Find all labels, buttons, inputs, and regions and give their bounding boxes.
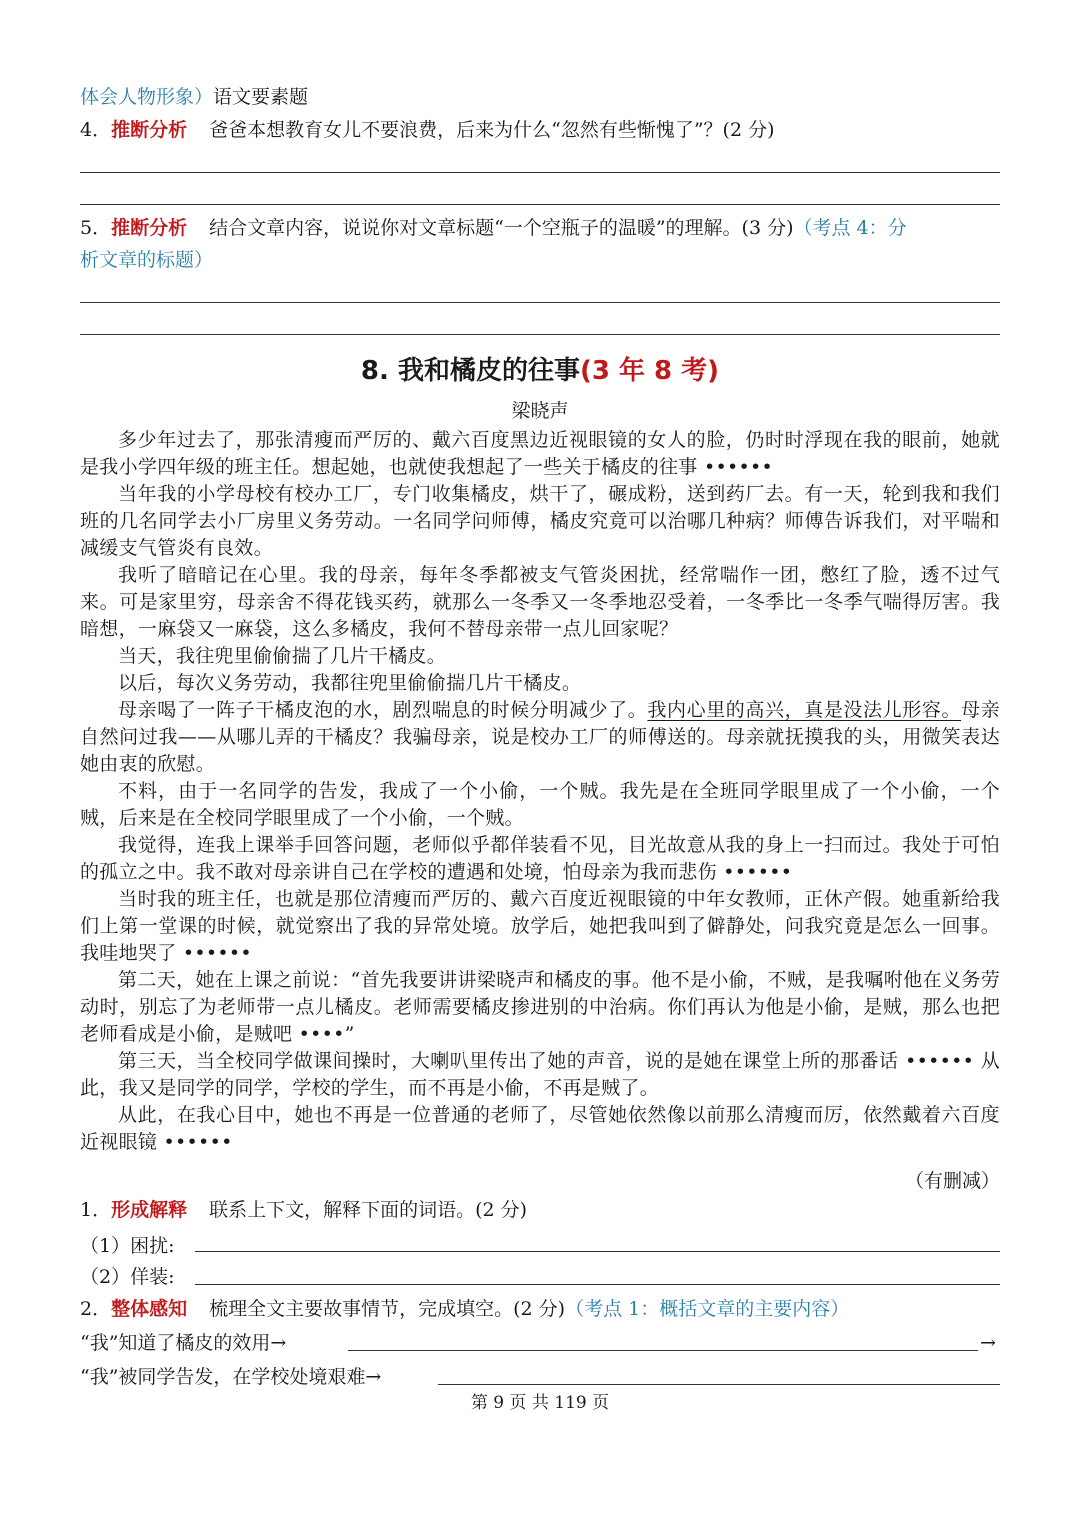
paragraph-11: 第三天，当全校同学做课间操时，大喇叭里传出了她的声音，说的是她在课堂上所的那番话 •••••• 从此，我又是同学的同学，学校的学生，而不再是小偷，不再是贼了。 [80,1050,1000,1099]
q5-point-b: 析文章的标题） [80,249,214,271]
q1-item-2-answer-line[interactable] [195,1284,1000,1285]
question-5 [80,215,907,241]
q1-item-2-label: （2）佯装: [80,1266,175,1288]
q4-answer-line-1[interactable] [80,172,1000,173]
q2-line-1-label: “我”知道了橘皮的效用→ [80,1332,287,1354]
q5-number: 5． [80,217,112,239]
paragraph-10: 第二天，她在上课之前说：“首先我要讲讲梁晓声和橘皮的事。他不是小偷，不贼，是我嘱咐他在义务劳动时，别忘了为老师带一点儿橘皮。老师需要橘皮掺进别的中治病。你们再认为他是小偷，是贼，那么也把老师看成是小偷，是贼吧 ••••” [80,969,1000,1045]
article-title-tag: (3 年 8 考) [579,356,720,386]
q1-tag: 形成解释 [111,1199,188,1221]
q2-line-2-answer-line[interactable] [438,1384,1000,1385]
p6-before: 母亲喝了一阵子干橘皮泡的水，剧烈喘息的时候分明减少了。 [118,699,648,721]
q4-number: 4． [80,119,112,141]
q1-item-1-label: （1）困扰: [80,1235,175,1257]
q2-point: （考点 1：概括文章的主要内容） [565,1298,850,1320]
prev-topic-line [80,84,308,110]
paragraph-7: 不料，由于一名同学的告发，我成了一个小偷，一个贼。我先是在全班同学眼里成了一个小偷，一个贼，后来是在全校同学眼里成了一个小偷，一个贼。 [80,780,1000,829]
paragraph-1: 多少年过去了，那张清瘦而严厉的、戴六百度黑边近视眼镜的女人的脸，仍时时浮现在我的眼前，她就是我小学四年级的班主任。想起她，也就使我想起了一些关于橘皮的往事 •••••• [80,429,1000,478]
paragraph-4: 当天，我往兜里偷偷揣了几片干橘皮。 [118,645,447,667]
q5-tag: 推断分析 [111,217,188,239]
q5-point-a: （考点 4：分 [793,217,907,239]
article-title-text: 8. 我和橘皮的往事 [360,356,580,386]
q4-text: 爸爸本想教育女儿不要浪费，后来为什么“忽然有些惭愧了”？(2 分) [209,119,775,141]
paragraph-5: 以后，每次义务劳动，我都往兜里偷偷揣几片干橘皮。 [118,672,582,694]
page-footer: 第 9 页 共 119 页 [470,1393,610,1413]
paragraph-6 [80,697,1000,778]
q1-text: 联系上下文，解释下面的词语。(2 分) [209,1199,528,1221]
paragraph-12: 从此，在我心目中，她也不再是一位普通的老师了，尽管她依然像以前那么清瘦而厉，依然戴着六百度近视眼镜 •••••• [80,1104,1000,1153]
paragraph-2: 当年我的小学母校有校办工厂，专门收集橘皮，烘干了，碾成粉，送到药厂去。有一天，轮到我和我们班的几名同学去小厂房里义务劳动。一名同学问师傅，橘皮究竟可以治哪几种病？师傅告诉我们，对平喘和减缓支气管炎有良效。 [80,483,1000,559]
paragraph-3: 我听了暗暗记在心里。我的母亲，每年冬季都被支气管炎困扰，经常喘作一团，憋红了脸，透不过气来。可是家里穷，母亲舍不得花钱买药，就那么一冬季又一冬季地忍受着，一冬季比一冬季气喘得厉害。我暗想，一麻袋又一麻袋，这么多橘皮，我何不替母亲带一点儿回家呢？ [80,564,1000,640]
p6-underlined-sentence: 我内心里的高兴，真是没法儿形容。 [647,699,962,721]
q4-answer-line-2[interactable] [80,204,1000,205]
prev-topic-suffix: 语文要素题 [213,86,309,108]
q4-tag: 推断分析 [111,119,188,141]
q1-item-1-answer-line[interactable] [195,1251,1000,1252]
q5-answer-line-2[interactable] [80,334,1000,335]
p6-after: 母亲自然问过我——从哪儿弄的干橘皮？我骗母亲，说是校办工厂的师傅送的。母亲就抚摸我的头，用微笑表达她由衷的欣慰。 [80,699,1000,775]
q2-tag: 整体感知 [111,1298,188,1320]
paragraph-8: 我觉得，连我上课举手回答问题，老师似乎都佯装看不见，目光故意从我的身上一扫而过。我处于可怕的孤立之中。我不敢对母亲讲自己在学校的遭遇和处境，怕母亲为我而悲伤 •••••• [80,834,1000,883]
q2-number: 2． [80,1298,112,1320]
article-body [80,427,1000,1156]
question-2 [80,1296,849,1322]
q5-answer-line-1[interactable] [80,302,1000,303]
question-1 [80,1197,527,1223]
q2-line-2-label: “我”被同学告发，在学校处境艰难→ [80,1366,382,1388]
article-author: 梁晓声 [511,400,569,422]
q2-text: 梳理全文主要故事情节，完成填空。(2 分) [209,1298,566,1320]
question-4 [80,117,775,143]
prev-topic-tail: 体会人物形象） [80,86,214,108]
q1-number: 1． [80,1199,112,1221]
article-title [80,354,1000,388]
q5-text: 结合文章内容，说说你对文章标题“一个空瓶子的温暖”的理解。(3 分) [209,217,794,239]
abridged-note: （有删减） [904,1170,1000,1192]
q2-line-1-answer-line[interactable] [348,1350,978,1351]
paragraph-9: 当时我的班主任，也就是那位清瘦而严厉的、戴六百度近视眼镜的中年女教师，正休产假。她重新给我们上第一堂课的时候，就觉察出了我的异常处境。放学后，她把我叫到了僻静处，问我究竟是怎么一回事。我哇地哭了 •••••• [80,888,1000,964]
q2-line-1-arrow: → [980,1332,996,1354]
